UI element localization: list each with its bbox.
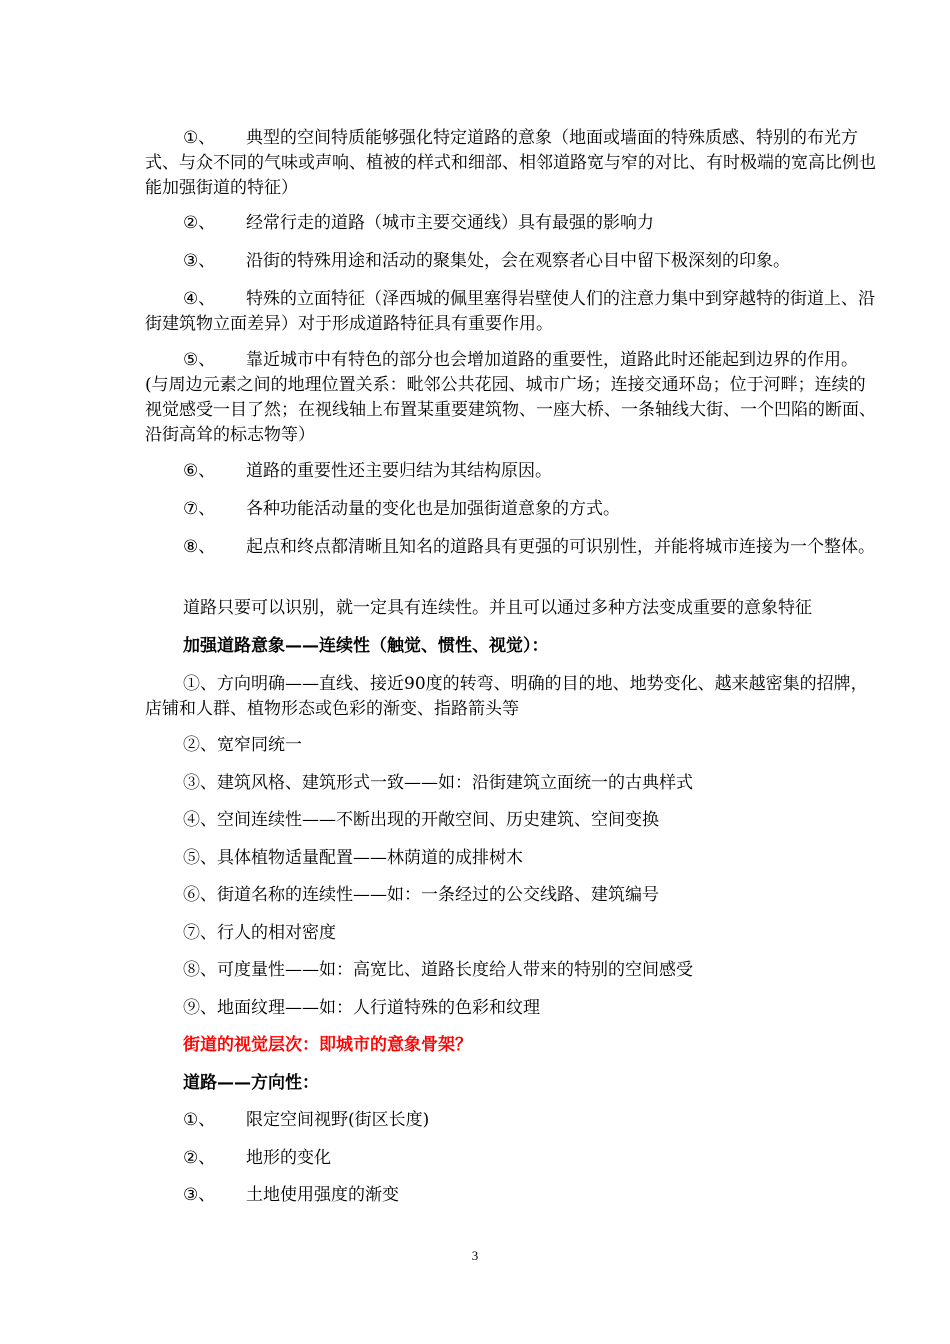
list-item-a4	[145, 287, 880, 337]
heading-direction: 道路——方向性：	[183, 1073, 319, 1093]
heading-visual-levels: 街道的视觉层次：即城市的意象骨架？	[183, 1035, 472, 1055]
item-number: ③、	[183, 1185, 216, 1205]
item-number: ⑥、	[183, 461, 216, 481]
item-text: 经常行走的道路（城市主要交通线）具有最强的影响力	[246, 213, 654, 233]
list-item-a7	[145, 497, 880, 522]
item-number: ①、	[183, 128, 216, 148]
list-item-b7: ⑦、行人的相对密度	[183, 923, 336, 943]
list-item-a2	[145, 211, 880, 236]
item-text: 沿街的特殊用途和活动的聚集处，会在观察者心目中留下极深刻的印象。	[246, 251, 790, 271]
item-text: 地形的变化	[246, 1148, 331, 1168]
item-text: 道路的重要性还主要归结为其结构原因。	[246, 461, 552, 481]
list-item-a8	[145, 535, 880, 560]
item-number: ⑧、	[183, 537, 216, 557]
item-number: ②、	[183, 1148, 216, 1168]
item-text: 靠近城市中有特色的部分也会增加道路的重要性，道路此时还能起到边界的作用。(与周边元素之间的地理位置关系：毗邻公共花园、城市广场；连接交通环岛；位于河畔；连续的视觉感受一目了然；在视线轴上布置某重要建筑物、一座大桥、一条轴线大街、一个凹陷的断面、沿街高耸的标志物等）	[145, 350, 876, 445]
item-text: 起点和终点都清晰且知名的道路具有更强的可识别性，并能将城市连接为一个整体。	[246, 537, 875, 557]
paragraph-identify: 道路只要可以识别，就一定具有连续性。并且可以通过多种方法变成重要的意象特征	[183, 598, 812, 618]
item-number: ③、	[183, 251, 216, 271]
item-text: 土地使用强度的渐变	[246, 1185, 399, 1205]
heading-continuity: 加强道路意象——连续性（触觉、惯性、视觉）：	[183, 636, 549, 656]
list-item-a5	[145, 348, 880, 448]
list-item-b6: ⑥、街道名称的连续性——如：一条经过的公交线路、建筑编号	[183, 885, 659, 905]
item-text: 限定空间视野(街区长度)	[246, 1110, 430, 1130]
item-number: ④、	[183, 289, 216, 309]
item-number: ②、	[183, 213, 216, 233]
list-item-b5: ⑤、具体植物适量配置——林荫道的成排树木	[183, 848, 523, 868]
item-number: ①、	[183, 1110, 216, 1130]
page-number: 3	[471, 1248, 479, 1263]
list-item-c2	[145, 1146, 880, 1171]
list-item-a6	[145, 459, 880, 484]
item-number: ⑤、	[183, 350, 216, 370]
list-item-a3	[145, 249, 880, 274]
list-item-c1	[145, 1108, 880, 1133]
list-item-a1	[145, 126, 880, 201]
item-text: 各种功能活动量的变化也是加强街道意象的方式。	[246, 499, 620, 519]
list-item-b9: ⑨、地面纹理——如：人行道特殊的色彩和纹理	[183, 998, 540, 1018]
list-item-b1: ①、方向明确——直线、接近90度的转弯、明确的目的地、地势变化、越来越密集的招牌，店铺和人群、植物形态或色彩的渐变、指路箭头等	[145, 674, 868, 719]
list-item-b3: ③、建筑风格、建筑形式一致——如：沿街建筑立面统一的古典样式	[183, 773, 693, 793]
item-text: 特殊的立面特征（泽西城的佩里塞得岩壁使人们的注意力集中到穿越特的街道上、沿街建筑物立面差异）对于形成道路特征具有重要作用。	[145, 289, 875, 334]
list-item-c3	[145, 1183, 880, 1208]
list-item-b2: ②、宽窄同统一	[183, 735, 302, 755]
list-item-b8: ⑧、可度量性——如：高宽比、道路长度给人带来的特别的空间感受	[183, 960, 693, 980]
item-text: 典型的空间特质能够强化特定道路的意象（地面或墙面的特殊质感、特别的布光方式、与众不同的气味或声响、植被的样式和细部、相邻道路宽与窄的对比、有时极端的宽高比例也能加强街道的特征）	[145, 128, 876, 198]
list-item-b4: ④、空间连续性——不断出现的开敞空间、历史建筑、空间变换	[183, 810, 659, 830]
item-number: ⑦、	[183, 499, 216, 519]
